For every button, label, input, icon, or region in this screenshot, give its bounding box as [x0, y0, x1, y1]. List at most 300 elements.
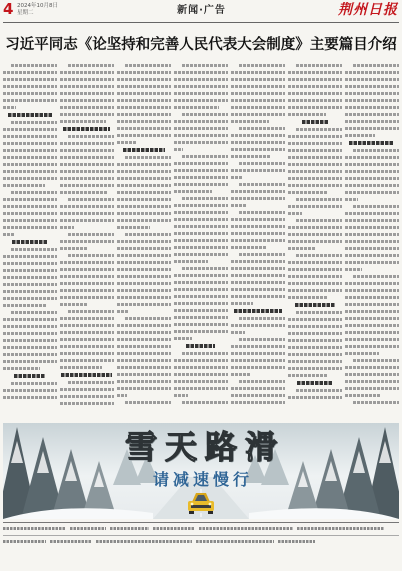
text-line: [60, 120, 106, 123]
text-line: [117, 198, 171, 201]
text-line: [174, 204, 228, 207]
footer-text-segment: [3, 540, 46, 543]
text-line: [231, 295, 285, 298]
text-line: [60, 402, 114, 405]
text-line: [117, 254, 171, 257]
text-line: [60, 92, 114, 95]
text-line: [117, 170, 171, 173]
text-line: [3, 198, 57, 201]
text-line: [288, 275, 342, 278]
text-line: [174, 176, 228, 179]
text-column: [3, 64, 57, 418]
subheading-line: [302, 120, 328, 124]
text-line: [3, 205, 57, 208]
text-line: [125, 156, 171, 159]
masthead-divider: [3, 22, 399, 23]
text-line: [3, 170, 57, 173]
subheading-line: [123, 148, 165, 152]
text-line: [288, 282, 342, 285]
text-line: [345, 113, 399, 116]
text-line: [174, 366, 228, 369]
subheading-line: [186, 344, 215, 348]
text-line: [182, 64, 228, 67]
text-line: [296, 219, 342, 222]
text-line: [288, 106, 342, 109]
text-line: [345, 380, 399, 383]
section-title: 新闻·广告: [177, 5, 226, 16]
text-line: [231, 134, 285, 137]
text-line: [60, 156, 114, 159]
text-line: [174, 394, 188, 397]
text-line: [345, 191, 399, 194]
text-line: [296, 64, 342, 67]
date-text: 2024年10月8日: [17, 3, 58, 9]
text-line: [288, 240, 342, 243]
footer-divider: [3, 535, 399, 536]
text-line: [231, 267, 285, 270]
text-line: [239, 183, 285, 186]
text-line: [117, 268, 171, 271]
text-line: [288, 318, 342, 321]
text-line: [117, 240, 171, 243]
text-line: [288, 353, 342, 356]
text-line: [182, 155, 228, 158]
text-line: [182, 197, 228, 200]
text-line: [174, 281, 228, 284]
text-line: [60, 205, 114, 208]
text-line: [288, 226, 342, 229]
text-line: [60, 289, 114, 292]
text-line: [3, 78, 57, 81]
text-line: [296, 254, 342, 257]
text-line: [3, 262, 57, 265]
text-line: [345, 296, 399, 299]
text-line: [345, 99, 399, 102]
text-line: [117, 345, 171, 348]
text-line: [60, 149, 114, 152]
text-line: [345, 233, 399, 236]
footer-text-segment: [196, 540, 274, 543]
text-line: [239, 211, 285, 214]
newspaper-logo: 荆州日报: [338, 2, 398, 18]
text-line: [345, 198, 358, 201]
text-line: [174, 134, 228, 137]
text-line: [60, 106, 114, 109]
text-line: [345, 85, 399, 88]
text-line: [60, 247, 87, 250]
snow-safety-advertisement: [3, 423, 399, 519]
text-line: [231, 260, 285, 263]
text-line: [125, 401, 171, 404]
subheading-line: [295, 303, 335, 307]
text-line: [288, 85, 342, 88]
text-line: [60, 303, 88, 306]
text-line: [3, 163, 57, 166]
text-line: [174, 253, 228, 256]
text-line: [345, 303, 399, 306]
text-line: [117, 261, 171, 264]
text-line: [3, 325, 57, 328]
text-line: [345, 134, 375, 137]
text-line: [3, 339, 57, 342]
text-line: [288, 233, 342, 236]
text-line: [117, 219, 171, 222]
text-line: [231, 176, 242, 179]
text-line: [60, 261, 114, 264]
text-line: [117, 331, 171, 334]
text-line: [231, 190, 285, 193]
text-line: [288, 296, 327, 299]
text-line: [3, 99, 57, 102]
text-line: [231, 120, 269, 123]
text-line: [3, 233, 15, 236]
text-line: [174, 288, 228, 291]
text-line: [174, 218, 228, 221]
text-line: [3, 92, 57, 95]
text-line: [117, 191, 171, 194]
text-line: [231, 246, 266, 249]
text-line: [345, 106, 399, 109]
text-line: [231, 281, 285, 284]
subheading-line: [61, 373, 112, 377]
text-line: [288, 205, 342, 208]
text-line: [117, 78, 171, 81]
text-line: [117, 394, 127, 397]
text-line: [288, 332, 342, 335]
text-line: [239, 64, 285, 67]
text-line: [3, 177, 57, 180]
text-line: [174, 120, 228, 123]
text-line: [174, 387, 228, 390]
text-line: [117, 106, 171, 109]
text-line: [353, 64, 399, 67]
text-line: [60, 113, 114, 116]
text-line: [60, 395, 114, 398]
text-line: [288, 289, 342, 292]
text-line: [174, 309, 228, 312]
text-line: [174, 78, 228, 81]
text-line: [345, 78, 399, 81]
text-line: [68, 233, 114, 236]
text-line: [117, 275, 171, 278]
text-line: [231, 366, 285, 369]
footer-text-segment: [50, 540, 92, 543]
footer-text-segment: [3, 527, 66, 530]
text-line: [288, 177, 342, 180]
text-line: [3, 85, 57, 88]
subheading-line: [234, 309, 282, 313]
text-line: [353, 359, 399, 362]
text-line: [3, 156, 57, 159]
text-line: [182, 352, 228, 355]
text-line: [174, 380, 228, 383]
text-line: [182, 401, 228, 404]
text-line: [3, 346, 57, 349]
text-line: [231, 113, 285, 116]
text-line: [231, 141, 285, 144]
text-line: [174, 246, 228, 249]
text-line: [68, 381, 114, 384]
text-line: [3, 149, 57, 152]
footer-text-segment: [153, 527, 195, 530]
text-line: [60, 359, 114, 362]
text-line: [174, 190, 212, 193]
text-column: [345, 64, 399, 418]
text-line: [231, 99, 285, 102]
text-line: [3, 255, 57, 258]
text-line: [3, 212, 57, 215]
text-line: [231, 324, 285, 327]
text-line: [345, 226, 399, 229]
text-line: [11, 64, 57, 67]
text-line: [345, 254, 399, 257]
text-line: [117, 127, 171, 130]
text-line: [231, 155, 271, 158]
text-line: [353, 149, 399, 152]
text-line: [3, 297, 57, 300]
text-line: [288, 212, 302, 215]
text-line: [174, 127, 228, 130]
text-line: [231, 274, 285, 277]
text-line: [117, 247, 171, 250]
text-line: [117, 92, 171, 95]
text-line: [174, 162, 228, 165]
subheading-line: [14, 374, 45, 378]
text-line: [288, 360, 342, 363]
text-line: [3, 304, 47, 307]
text-line: [117, 310, 128, 313]
text-line: [345, 71, 399, 74]
text-line: [296, 389, 342, 392]
text-line: [231, 288, 285, 291]
text-line: [353, 275, 399, 278]
text-line: [345, 331, 399, 334]
text-line: [231, 71, 285, 74]
text-line: [345, 387, 399, 390]
text-line: [345, 310, 399, 313]
text-line: [239, 317, 285, 320]
text-line: [345, 212, 399, 215]
text-line: [60, 324, 114, 327]
text-line: [353, 401, 399, 404]
text-line: [174, 302, 228, 305]
text-line: [345, 282, 399, 285]
text-line: [174, 239, 228, 242]
text-line: [117, 387, 171, 390]
text-line: [296, 311, 342, 314]
text-line: [182, 113, 228, 116]
text-line: [60, 352, 114, 355]
footer-text-segment: [278, 540, 315, 543]
text-line: [117, 71, 171, 74]
text-line: [239, 127, 285, 130]
text-line: [231, 352, 285, 355]
text-line: [174, 295, 228, 298]
footer-text-segment: [70, 527, 106, 530]
text-line: [60, 99, 114, 102]
text-line: [296, 198, 342, 201]
text-line: [68, 310, 114, 313]
text-line: [117, 205, 171, 208]
text-line: [3, 276, 57, 279]
text-line: [117, 99, 171, 102]
text-line: [288, 184, 342, 187]
text-line: [117, 141, 137, 144]
footer-divider: [3, 522, 399, 523]
text-line: [288, 339, 342, 342]
text-line: [239, 338, 285, 341]
text-line: [174, 274, 228, 277]
text-line: [60, 71, 114, 74]
text-line: [117, 359, 171, 362]
text-line: [345, 373, 399, 376]
text-line: [174, 260, 208, 263]
text-line: [288, 247, 315, 250]
text-line: [3, 128, 57, 131]
text-line: [345, 184, 399, 187]
text-line: [60, 170, 114, 173]
text-line: [174, 316, 228, 319]
text-line: [288, 163, 342, 166]
text-line: [174, 359, 228, 362]
text-line: [60, 78, 114, 81]
text-line: [3, 396, 57, 399]
text-line: [3, 226, 57, 229]
text-column: [60, 64, 114, 418]
text-line: [231, 169, 285, 172]
text-line: [231, 359, 285, 362]
text-line: [60, 345, 114, 348]
text-line: [296, 128, 342, 131]
footer-text-segment: [110, 527, 149, 530]
text-line: [60, 142, 114, 145]
text-line: [345, 261, 399, 264]
text-line: [60, 268, 114, 271]
text-line: [288, 346, 342, 349]
text-line: [60, 163, 114, 166]
text-line: [117, 366, 171, 369]
text-line: [117, 373, 171, 376]
text-line: [117, 163, 171, 166]
text-line: [239, 162, 285, 165]
text-line: [345, 324, 399, 327]
text-line: [60, 219, 114, 222]
footer-text-segment: [96, 540, 192, 543]
text-line: [345, 156, 399, 159]
subheading-line: [349, 141, 394, 145]
text-line: [117, 134, 171, 137]
text-line: [231, 239, 285, 242]
footer-text-segment: [199, 527, 293, 530]
text-line: [60, 212, 114, 215]
text-line: [174, 330, 228, 333]
text-line: [345, 92, 399, 95]
text-line: [117, 303, 171, 306]
text-line: [60, 388, 114, 391]
text-line: [345, 345, 399, 348]
text-line: [288, 325, 342, 328]
text-line: [288, 142, 342, 145]
text-line: [345, 338, 399, 341]
text-column: [288, 64, 342, 418]
text-line: [68, 198, 114, 201]
text-line: [231, 85, 285, 88]
text-line: [11, 382, 57, 385]
text-line: [239, 253, 285, 256]
text-line: [125, 317, 171, 320]
ad-subtitle: 请减速慢行: [152, 470, 253, 489]
text-line: [174, 141, 228, 144]
page-number: 4: [3, 0, 14, 18]
text-line: [345, 177, 399, 180]
subheading-line: [12, 240, 47, 244]
text-line: [3, 106, 16, 109]
text-line: [231, 345, 285, 348]
subheading-line: [63, 127, 110, 131]
text-line: [288, 135, 342, 138]
text-line: [11, 248, 57, 251]
text-line: [239, 380, 285, 383]
text-line: [60, 191, 107, 194]
text-line: [231, 78, 285, 81]
text-line: [288, 396, 342, 399]
text-line: [231, 148, 285, 151]
text-line: [288, 92, 342, 95]
text-line: [288, 367, 342, 370]
text-line: [174, 373, 228, 376]
text-line: [60, 331, 114, 334]
text-line: [3, 353, 57, 356]
text-line: [288, 191, 327, 194]
text-line: [174, 232, 228, 235]
text-line: [3, 184, 45, 187]
text-line: [231, 225, 285, 228]
text-line: [117, 212, 171, 215]
text-line: [60, 177, 114, 180]
text-line: [288, 71, 342, 74]
text-line: [174, 169, 228, 172]
article-body: [3, 64, 399, 418]
article-headline: 习近平同志《论坚持和完善人民代表大会制度》主要篇目介绍: [5, 37, 397, 53]
text-line: [174, 148, 183, 151]
weekday-text: 星期二: [17, 9, 34, 16]
text-line: [288, 113, 326, 116]
subheading-line: [8, 113, 52, 117]
text-line: [345, 240, 399, 243]
text-line: [3, 318, 57, 321]
text-line: [3, 269, 57, 272]
text-line: [231, 232, 285, 235]
text-line: [60, 240, 114, 243]
text-line: [3, 71, 57, 74]
text-line: [68, 254, 114, 257]
text-line: [60, 282, 114, 285]
text-line: [60, 338, 114, 341]
text-line: [231, 387, 285, 390]
text-line: [288, 268, 342, 271]
text-line: [353, 205, 399, 208]
text-line: [345, 247, 399, 250]
text-line: [60, 317, 114, 320]
text-line: [117, 184, 171, 187]
text-line: [60, 296, 114, 299]
text-line: [345, 352, 379, 355]
text-line: [288, 374, 328, 377]
text-line: [231, 394, 285, 397]
text-line: [174, 211, 228, 214]
text-line: [3, 142, 57, 145]
text-line: [3, 290, 57, 293]
